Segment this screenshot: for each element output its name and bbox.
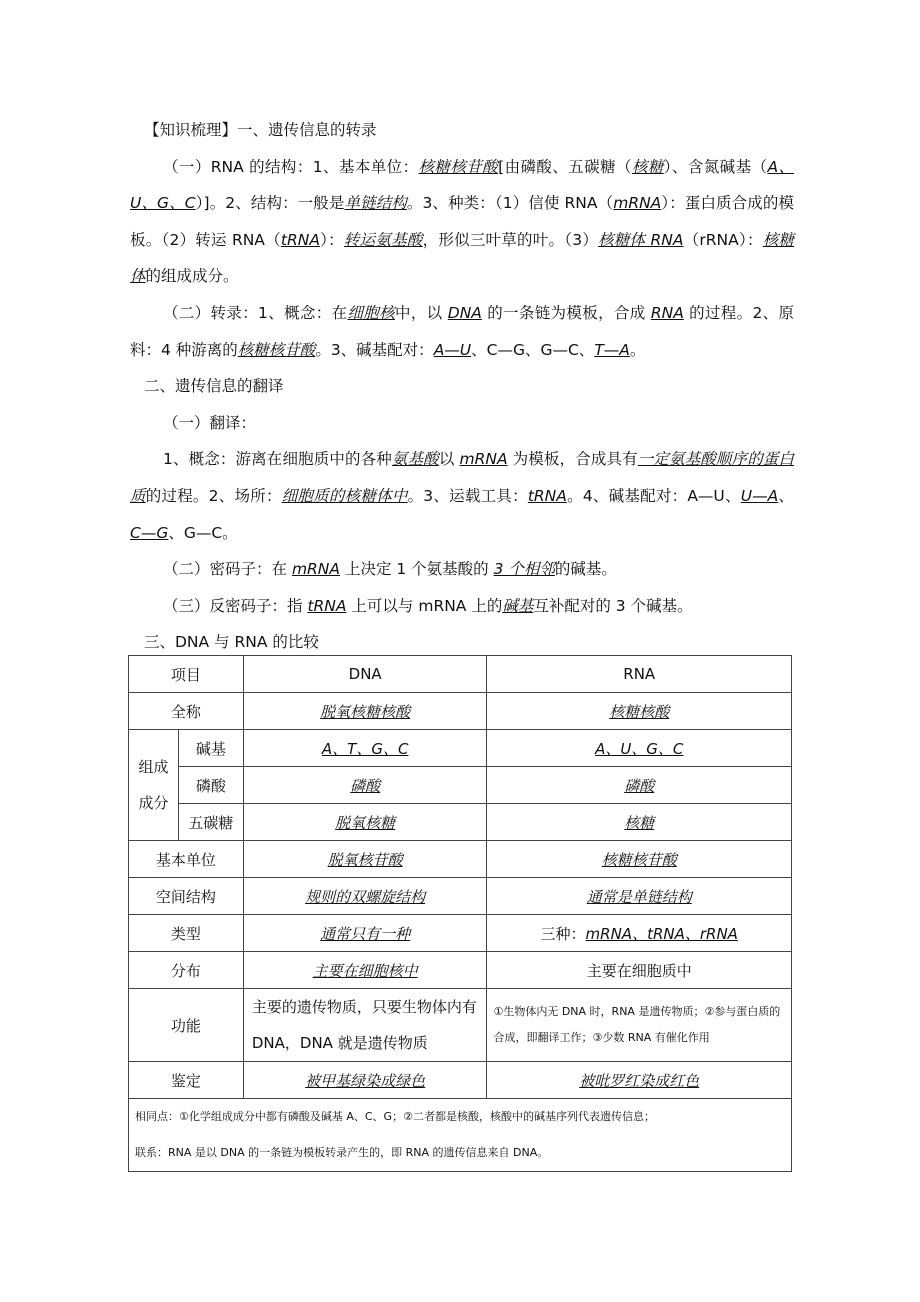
cell: ①生物体内无 DNA 时，RNA 是遗传物质；②参与蛋白质的合成，即翻译工作；③少数 RNA 有催化作用: [487, 989, 792, 1062]
answer-blank: 细胞核: [347, 303, 395, 322]
cell: 主要的遗传物质，只要生物体内有 DNA，DNA 就是遗传物质: [243, 989, 487, 1062]
paragraph: [130, 112, 794, 149]
paragraph: [130, 405, 794, 442]
table-row: [129, 730, 792, 767]
answer-blank: 核糖核苷酸: [418, 157, 499, 176]
row-label: 组成成分: [129, 730, 179, 841]
answer-blank: 碱基: [502, 596, 534, 615]
knowledge-notes: [130, 112, 794, 661]
answer-blank: 核糖体 RNA: [598, 230, 684, 249]
text-segment: （二）密码子：在: [163, 560, 292, 579]
table-row: [129, 952, 792, 989]
text-segment: 。4、碱基配对：A—U、: [566, 486, 741, 505]
table-row: [129, 767, 792, 804]
notes-cell: [129, 1099, 792, 1172]
table-row: [129, 989, 792, 1062]
answer-blank: T—A: [594, 340, 630, 359]
text-segment: 中，以: [394, 303, 448, 322]
text-segment: 上可以与 mRNA 上的: [346, 596, 503, 615]
answer-blank: 核糖体: [130, 230, 794, 286]
paragraph: [130, 551, 794, 588]
row-label: 功能: [129, 989, 244, 1062]
relation-note: 联系：RNA 是以 DNA 的一条链为模板转录产生的，即 RNA 的遗传信息来自 DNA。: [135, 1146, 549, 1159]
text-segment: 、C—G、G—C、: [471, 340, 595, 359]
cell: A、U、G、C: [487, 730, 792, 767]
text-segment: [由磷酸、五碳糖（: [498, 157, 632, 176]
cell: 被甲基绿染成绿色: [243, 1062, 487, 1099]
table-row: [129, 804, 792, 841]
row-label: 类型: [129, 915, 244, 952]
answer-blank: mRNA: [613, 194, 662, 213]
text-segment: 【知识梳理】一、遗传信息的转录: [144, 121, 377, 139]
paragraph: [130, 441, 794, 551]
paragraph: [130, 368, 794, 405]
row-label: 鉴定: [129, 1062, 244, 1099]
text-segment: ）]。2、结构：一般是: [195, 194, 345, 213]
row-label: 碱基: [178, 730, 243, 767]
cell: 规则的双螺旋结构: [243, 878, 487, 915]
row-label: 基本单位: [129, 841, 244, 878]
row-label: 空间结构: [129, 878, 244, 915]
cell: 通常只有一种: [243, 915, 487, 952]
answer-blank: C—G: [130, 523, 169, 542]
cell: 核糖: [487, 804, 792, 841]
answer-blank: U—A: [740, 486, 779, 505]
answer-blank: tRNA: [280, 230, 320, 249]
text-segment: 1、概念：游离在细胞质中的各种: [163, 450, 392, 469]
text-segment: 。: [629, 340, 646, 359]
cell: 脱氧核苷酸: [243, 841, 487, 878]
header-cell: RNA: [487, 656, 792, 693]
cell: 磷酸: [243, 767, 487, 804]
answer-blank: DNA: [447, 303, 482, 322]
text-segment: 、: [778, 486, 794, 505]
row-label: 磷酸: [178, 767, 243, 804]
cell: 脱氧核糖核酸: [243, 693, 487, 730]
cell-text: mRNA、tRNA、rRNA: [585, 924, 738, 943]
table-row: [129, 841, 792, 878]
text-segment: 。3、运载工具：: [407, 486, 528, 505]
table-row: [129, 1062, 792, 1099]
table-row: [129, 878, 792, 915]
table-row: [129, 915, 792, 952]
text-segment: 二、遗传信息的翻译: [144, 377, 284, 396]
text-segment: ，形似三叶草的叶。（3）: [422, 230, 599, 249]
text-segment: （rRNA）：: [683, 230, 763, 249]
text-segment: 的过程。2、场所：: [145, 486, 282, 505]
text-segment: （一）RNA 的结构：1、基本单位：: [163, 157, 419, 176]
header-cell: DNA: [243, 656, 487, 693]
cell: 主要在细胞质中: [487, 952, 792, 989]
text-segment: 三、DNA 与 RNA 的比较: [144, 633, 319, 652]
cell: A、T、G、C: [243, 730, 487, 767]
similarity-note: 相同点：①化学组成成分中都有磷酸及碱基 A、C、G；②二者都是核酸，核酸中的碱基序列代表遗传信息；: [135, 1110, 655, 1123]
cell: 被吡罗红染成红色: [487, 1062, 792, 1099]
answer-blank: 单链结构: [344, 194, 407, 213]
answer-blank: 氨基酸: [391, 450, 439, 469]
answer-blank: A—U: [433, 340, 472, 359]
text-segment: ）：蛋白质合成的模板。（2）转运 RNA（: [130, 194, 794, 249]
answer-blank: mRNA: [291, 560, 341, 579]
text-segment: （二）转录：1、概念：在: [163, 303, 348, 322]
text-segment: 互补配对的 3 个碱基。: [533, 596, 693, 615]
text-segment: 。3、碱基配对：: [315, 340, 434, 359]
answer-blank: A、U、G、C: [130, 157, 794, 213]
answer-blank: 一定氨基酸顺序的蛋白质: [130, 450, 794, 505]
table-row: [129, 1099, 792, 1172]
answer-blank: 细胞质的核糖体中: [281, 486, 408, 505]
table-row: [129, 656, 792, 693]
paragraph: [130, 588, 794, 625]
text-segment: ）、含氮碱基（: [663, 157, 768, 176]
row-label: 全称: [129, 693, 244, 730]
answer-blank: tRNA: [527, 486, 567, 505]
cell: 核糖核苷酸: [487, 841, 792, 878]
text-segment: 以: [438, 450, 460, 469]
answer-blank: 转运氨基酸: [343, 230, 423, 249]
cell: 脱氧核糖: [243, 804, 487, 841]
answer-blank: 核糖核苷酸: [237, 340, 316, 359]
text-segment: 的碱基。: [554, 560, 617, 579]
row-label: 五碳糖: [178, 804, 243, 841]
answer-blank: mRNA: [459, 450, 508, 469]
cell: 通常是单链结构: [487, 878, 792, 915]
cell: [487, 915, 792, 952]
text-segment: ）：: [319, 230, 344, 249]
cell-text: 三种：: [540, 924, 586, 943]
text-segment: （三）反密码子：指: [163, 596, 308, 615]
answer-blank: RNA: [650, 303, 684, 322]
paragraph: [130, 149, 794, 295]
cell: 磷酸: [487, 767, 792, 804]
text-segment: 。3、种类：（1）信使 RNA（: [406, 194, 614, 213]
text-segment: 的过程。2、原料：4 种游离的: [130, 303, 794, 359]
text-segment: 的组成成分。: [145, 267, 239, 286]
table-row: [129, 693, 792, 730]
text-segment: 、G—C。: [168, 523, 238, 542]
text-segment: 为模板，合成具有: [507, 450, 638, 469]
cell: 主要在细胞核中: [243, 952, 487, 989]
answer-blank: tRNA: [307, 596, 347, 615]
row-label: 分布: [129, 952, 244, 989]
text-segment: 上决定 1 个氨基酸的: [340, 560, 494, 579]
cell: 核糖核酸: [487, 693, 792, 730]
answer-blank: 3 个相邻: [493, 560, 555, 579]
answer-blank: 核糖: [631, 157, 664, 176]
header-cell: 项目: [129, 656, 244, 693]
text-segment: 的一条链为模板，合成: [481, 303, 651, 322]
dna-rna-comparison-table: [128, 655, 792, 1172]
text-segment: （一）翻译：: [163, 413, 257, 432]
paragraph: [130, 295, 794, 368]
